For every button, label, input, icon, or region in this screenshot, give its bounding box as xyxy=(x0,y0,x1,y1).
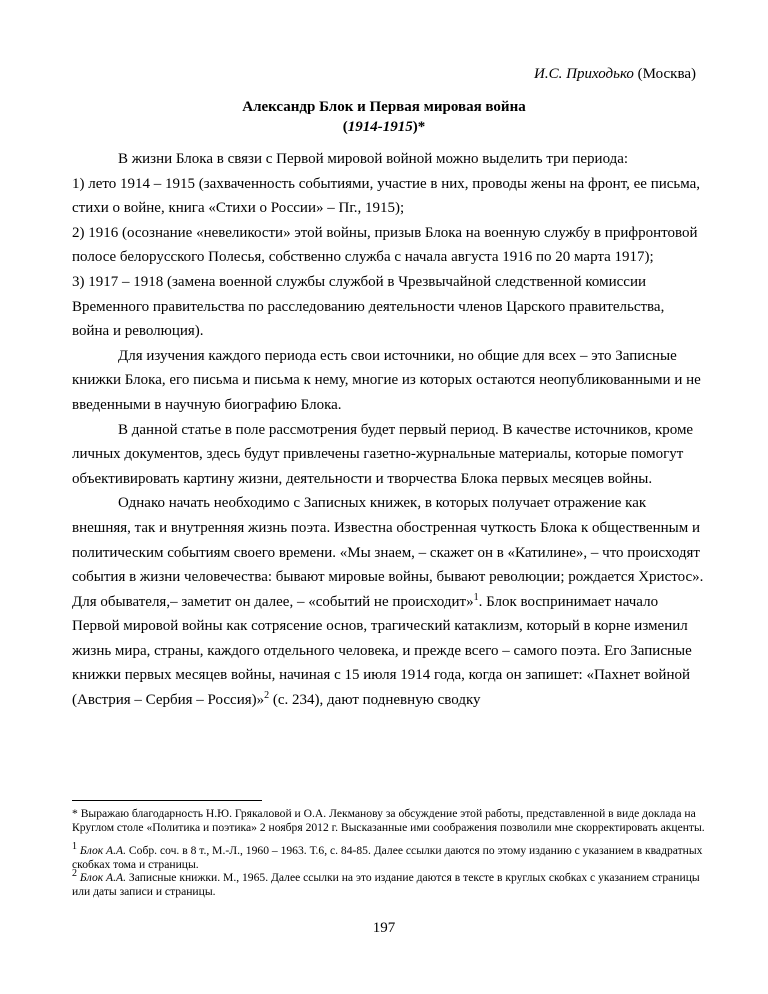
footnote-2-author: Блок А.А. xyxy=(79,871,127,885)
footnotes xyxy=(72,807,708,899)
period-item-3: 3) 1917 – 1918 (замена военной службы службой в Чрезвычайной следственной комиссии Временного правительства по расследованию деятельности членов Царского правительства, война и революция). xyxy=(72,273,665,340)
title-open-paren: ( xyxy=(342,119,348,135)
footnote-1-mark: 1 xyxy=(72,841,77,853)
footnote-1-text: Собр. соч. в 8 т., М.-Л., 1960 – 1963. Т.6, с. 84-85. Далее ссылки даются по этому изданию с указанием в квадратных скобках тома и страницы. xyxy=(72,844,703,871)
title-close-star: )* xyxy=(412,119,426,135)
article-body xyxy=(72,147,704,713)
footnote-1-author: Блок А.А. xyxy=(79,844,127,858)
scope-paragraph: В данной статье в поле рассмотрения будет первый период. В качестве источников, кроме личных документов, здесь будут привлечены газетно-журнальные материалы, которые помогут объективировать картину жизни, деятельности и творчества Блока первых месяцев войны. xyxy=(72,421,694,487)
footnote-2-text: Записные книжки. М., 1965. Далее ссылки на это издание даются в тексте в круглых скобках с указанием страницы или даты записи и страницы. xyxy=(72,871,700,898)
footnote-star: * Выражаю благодарность Н.Ю. Грякаловой и О.А. Лекманову за обсуждение этой работы, представленной в виде доклада на Круглом столе «Политика и поэтика» 2 ноября 2012 г. Высказанные ими соображения позволили мне скорректировать акценты. xyxy=(72,807,705,834)
article-title xyxy=(0,97,768,137)
period-item-1: 1) лето 1914 – 1915 (захваченность событиями, участие в них, проводы жены на фронт, ее письма, стихи о войне, книга «Стихи о России» – Пг., 1915); xyxy=(72,175,701,217)
notebooks-text-2: . Блок воспринимает начало Первой мировой войны как сотрясение основ, трагический катаклизм, который в корне изменил жизнь мира, страны, каждого отдельного человека, и прежде всего – самого поэта. Его Записные книжки первых месяцев войны, начиная с 15 июля 1914 года, когда он запишет: «Пахнет войной (Австрия – Сербия – Россия)» xyxy=(72,593,692,709)
footnote-separator xyxy=(72,800,262,801)
sources-paragraph: Для изучения каждого периода есть свои источники, но общие для всех – это Записные книжки Блока, его письма и письма к нему, многие из которых остаются неопубликованными и не введенными в научную биографию Блока. xyxy=(72,347,701,413)
title-years-line xyxy=(0,117,768,137)
notebooks-paragraph xyxy=(72,491,704,712)
notebooks-text-1: Однако начать необходимо с Записных книжек, в которых получает отражение как внешняя, так и внутренняя жизнь поэта. Известна обостренная чуткость Блока к общественным и политическим событиям своего времени. «Мы знаем, – скажет он в «Катилине», – что происходят события в жизни человечества: бывают мировые войны, бывают революции; рождается Христос». Для обывателя,– заметит он далее, – «событий не происходит» xyxy=(72,495,704,610)
footnote-2-mark: 2 xyxy=(72,868,77,880)
footnote-2 xyxy=(72,868,708,898)
title-main: Александр Блок и Первая мировая война xyxy=(242,99,526,115)
intro-paragraph: В жизни Блока в связи с Первой мировой войной можно выделить три периода: xyxy=(118,151,629,167)
author-line xyxy=(534,66,696,83)
page-number: 197 xyxy=(372,920,396,936)
notebooks-text-3: (с. 234), дают подневную сводку xyxy=(269,692,481,709)
author-city: (Москва) xyxy=(637,66,696,82)
author-name: И.С. Приходько xyxy=(534,66,634,82)
footnote-1 xyxy=(72,841,708,871)
period-item-2: 2) 1916 (осознание «невеликости» этой войны, призыв Блока на военную службу в прифронтовой полосе белорусского Полесья, собственно служба с начала августа 1916 по 20 марта 1917); xyxy=(72,224,698,266)
footnote-ref-2[interactable]: 2 xyxy=(264,690,270,702)
footnote-ref-1[interactable]: 1 xyxy=(473,591,479,603)
title-years: 1914-1915 xyxy=(347,119,413,135)
